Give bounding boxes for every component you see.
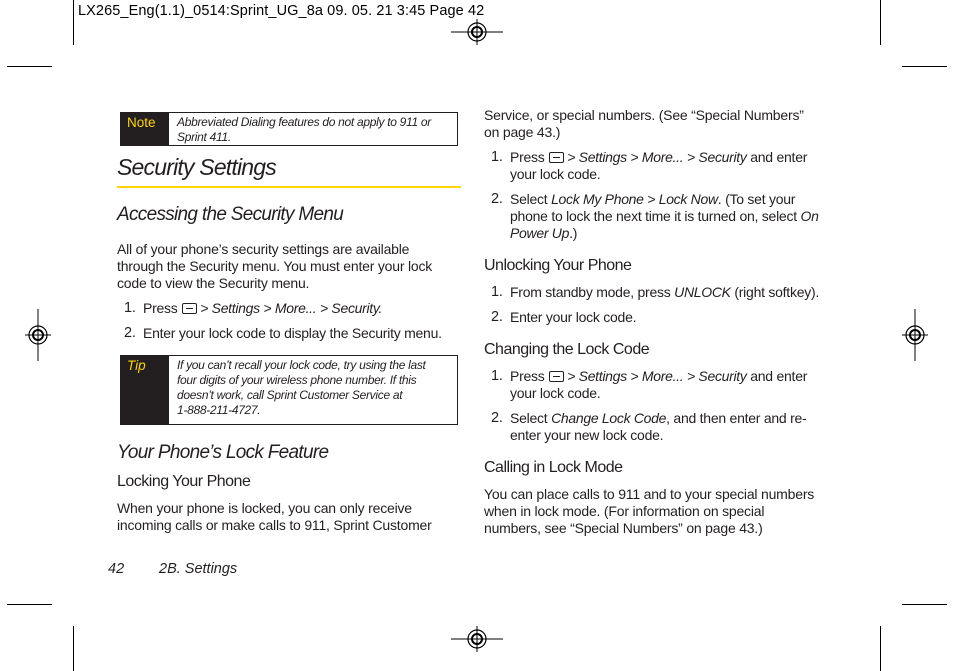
menu-ok-key-icon [549, 152, 564, 163]
subsection-heading: Calling in Lock Mode [484, 459, 623, 476]
step-item: 2. Select Lock My Phone > Lock Now. (To set your phone to lock the next time it is turned on, select On Power Up.) [491, 191, 819, 241]
note-line: Sprint 411. [177, 130, 231, 144]
section-heading: Your Phone’s Lock Feature [117, 442, 329, 463]
registration-mark-icon [25, 309, 51, 361]
registration-mark-icon [451, 626, 503, 652]
continued-paragraph: Service, or special numbers. (See “Special Numbers” on page 43.) [484, 107, 804, 140]
note-line: Abbreviated Dialing features do not apply to 911 or [177, 115, 431, 129]
subsection-heading: Unlocking Your Phone [484, 257, 632, 274]
tip-text: If you can’t recall your lock code, try using the last four digits of your wireless phone number. If this doesn’t work, call Sprint Customer Service at 1-888-211-4727. [177, 358, 426, 417]
step-item: 2. Select Change Lock Code, and then enter and re- enter your new lock code. [491, 410, 807, 443]
crop-mark [880, 0, 881, 45]
crop-mark [73, 626, 74, 671]
print-header: LX265_Eng(1.1)_0514:Sprint_UG_8a 09. 05. 21 3:45 Page 42 [78, 3, 485, 19]
section-heading: Accessing the Security Menu [117, 204, 344, 225]
section-paragraph: When your phone is locked, you can only receive incoming calls or make calls to 911, Sprint Customer [117, 500, 432, 533]
subsection-heading: Locking Your Phone [117, 473, 251, 490]
page-number: 42 [108, 561, 125, 577]
step-item: 1. Press > Settings > More... > Security. [124, 300, 383, 316]
note-callout [120, 112, 458, 146]
menu-ok-key-icon [549, 371, 564, 382]
crop-mark [880, 626, 881, 671]
crop-mark [7, 604, 52, 605]
step-item: 1. Press > Settings > More... > Security and enter your lock code. [491, 368, 808, 401]
step-item: 2. Enter your lock code. [491, 309, 637, 325]
step-item: 2. Enter your lock code to display the Security menu. [124, 325, 442, 341]
crop-mark [902, 604, 947, 605]
subsection-heading: Changing the Lock Code [484, 341, 650, 358]
page-title: Security Settings [117, 154, 276, 180]
tip-label: Tip [121, 356, 169, 424]
registration-mark-icon [451, 19, 503, 45]
tip-callout [120, 355, 458, 425]
section-name: 2B. Settings [159, 561, 238, 577]
note-label: Note [121, 113, 169, 145]
crop-mark [7, 66, 52, 67]
note-text [169, 113, 439, 145]
step-item: 1. From standby mode, press UNLOCK (right softkey). [491, 284, 820, 300]
section-paragraph: All of your phone’s security settings are available through the Security menu. You must enter your lock code to view the Security menu. [117, 241, 433, 291]
menu-ok-key-icon [182, 303, 197, 314]
crop-mark [902, 66, 947, 67]
title-rule [117, 186, 461, 188]
crop-mark [73, 0, 74, 45]
section-paragraph: You can place calls to 911 and to your special numbers when in lock mode. (For information on special numbers, see “Special Numbers” on page 43.) [484, 486, 815, 536]
step-item: 1. Press > Settings > More... > Security and enter your lock code. [491, 149, 808, 182]
registration-mark-icon [902, 309, 928, 361]
